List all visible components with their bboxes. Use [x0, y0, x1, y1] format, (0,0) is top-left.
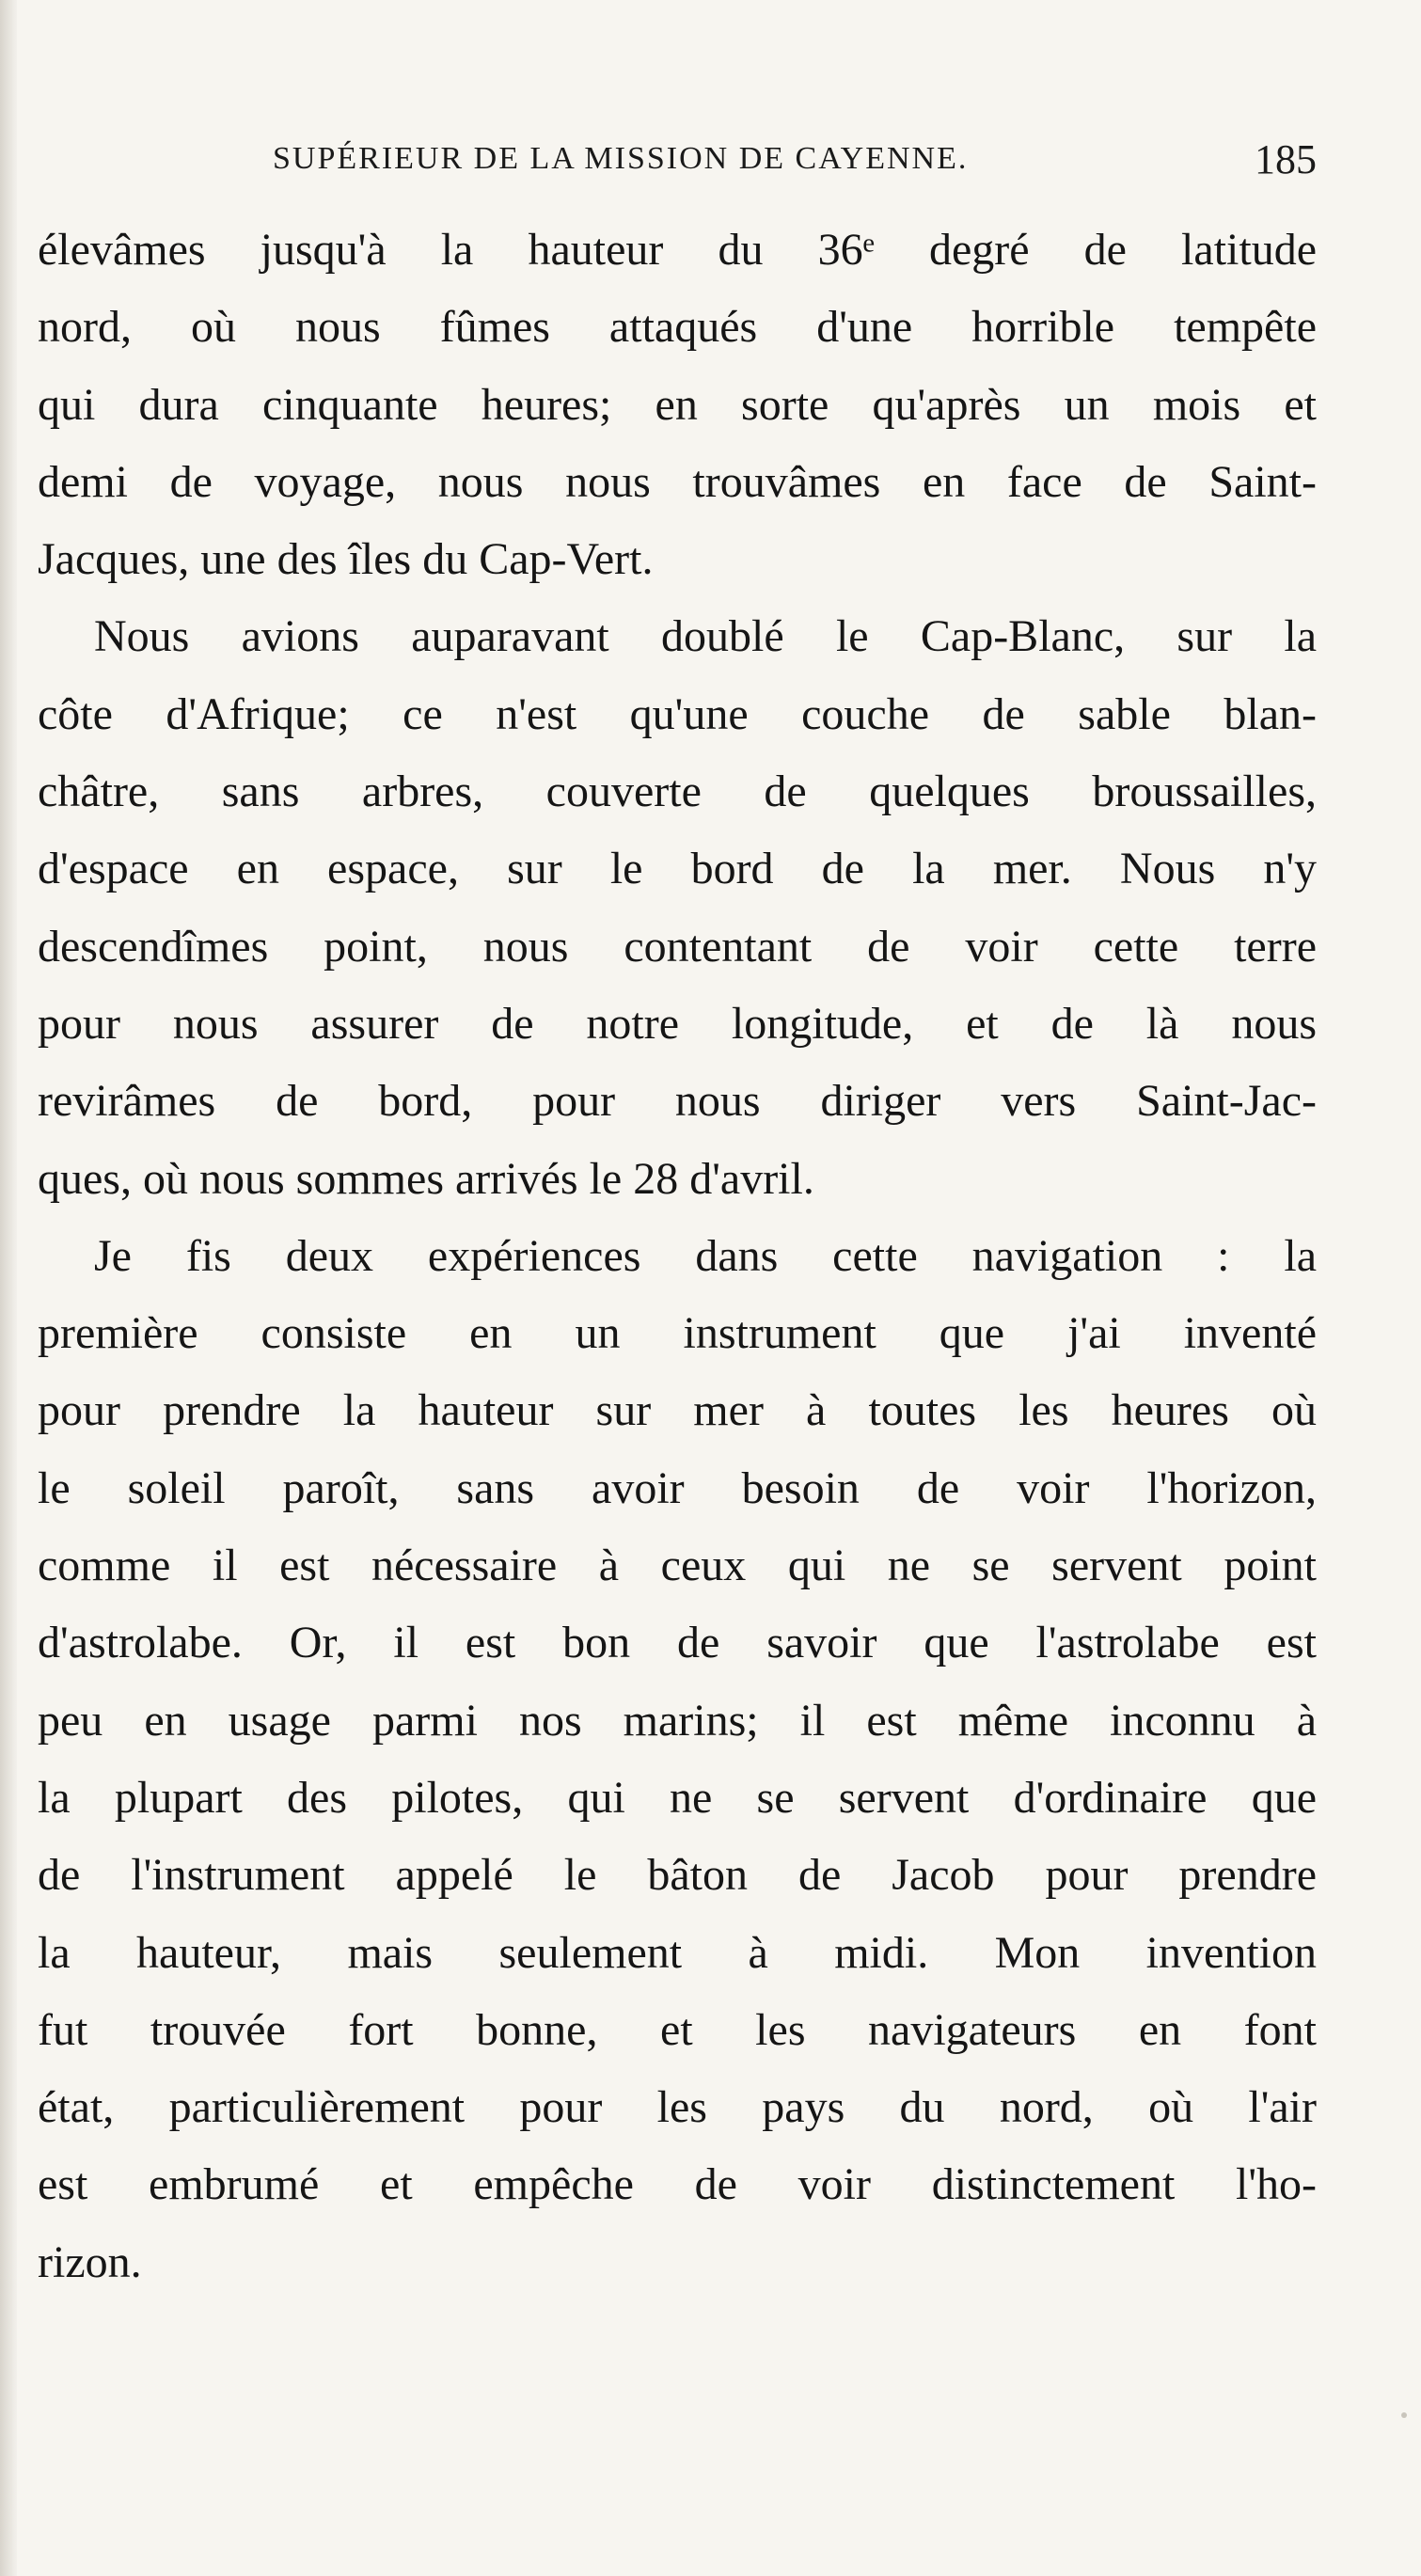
text-line: élevâmes jusqu'à la hauteur du 36ᵉ degré de latitude: [38, 225, 1317, 275]
text-line: état, particulièrement pour les pays du nord, où l'air: [38, 2082, 1317, 2133]
page-number: 185: [1255, 136, 1317, 182]
page-binding-edge: [0, 0, 17, 2576]
text-line: d'espace en espace, sur le bord de la mer. Nous n'y: [38, 844, 1317, 894]
text-line: pour nous assurer de notre longitude, et de là nous: [38, 998, 1317, 1049]
text-line: de l'instrument appelé le bâton de Jacob pour prendre: [38, 1850, 1317, 1901]
text-line: châtre, sans arbres, couverte de quelques broussailles,: [38, 766, 1317, 817]
text-line: Jacques, une des îles du Cap-Vert.: [38, 534, 654, 585]
text-line: nord, où nous fûmes attaqués d'une horrible tempête: [38, 302, 1317, 353]
text-line: côte d'Afrique; ce n'est qu'une couche de sable blan-: [38, 688, 1317, 739]
text-line: pour prendre la hauteur sur mer à toutes les heures où: [38, 1385, 1317, 1436]
text-line: Je fis deux expériences dans cette navigation : la: [94, 1230, 1317, 1281]
text-line: est embrumé et empêche de voir distinctement l'ho-: [38, 2159, 1317, 2210]
text-line: d'astrolabe. Or, il est bon de savoir que l'astrolabe est: [38, 1618, 1317, 1668]
text-line: le soleil paroît, sans avoir besoin de voir l'horizon,: [38, 1462, 1317, 1513]
text-line: la plupart des pilotes, qui ne se servent d'ordinaire que: [38, 1772, 1317, 1823]
text-line: qui dura cinquante heures; en sorte qu'après un mois et: [38, 379, 1317, 430]
paper-speck: [1401, 2412, 1407, 2418]
text-line: ques, où nous sommes arrivés le 28 d'avril.: [38, 1153, 814, 1204]
text-line: demi de voyage, nous nous trouvâmes en face de Saint-: [38, 456, 1317, 507]
text-line: rizon.: [38, 2236, 142, 2287]
text-line: la hauteur, mais seulement à midi. Mon invention: [38, 1927, 1317, 1978]
text-line: revirâmes de bord, pour nous diriger vers Saint-Jac-: [38, 1076, 1317, 1127]
text-line: descendîmes point, nous contentant de voir cette terre: [38, 921, 1317, 972]
running-title: SUPÉRIEUR DE LA MISSION DE CAYENNE.: [273, 141, 969, 176]
text-line: peu en usage parmi nos marins; il est même inconnu à: [38, 1695, 1317, 1746]
page-header: [273, 136, 1317, 188]
text-line: fut trouvée fort bonne, et les navigateurs en font: [38, 2004, 1317, 2055]
body-text: [38, 212, 1317, 2301]
text-line: comme il est nécessaire à ceux qui ne se servent point: [38, 1541, 1317, 1591]
text-line: première consiste en un instrument que j'ai inventé: [38, 1308, 1317, 1359]
text-line: Nous avions auparavant doublé le Cap-Blanc, sur la: [94, 611, 1317, 662]
